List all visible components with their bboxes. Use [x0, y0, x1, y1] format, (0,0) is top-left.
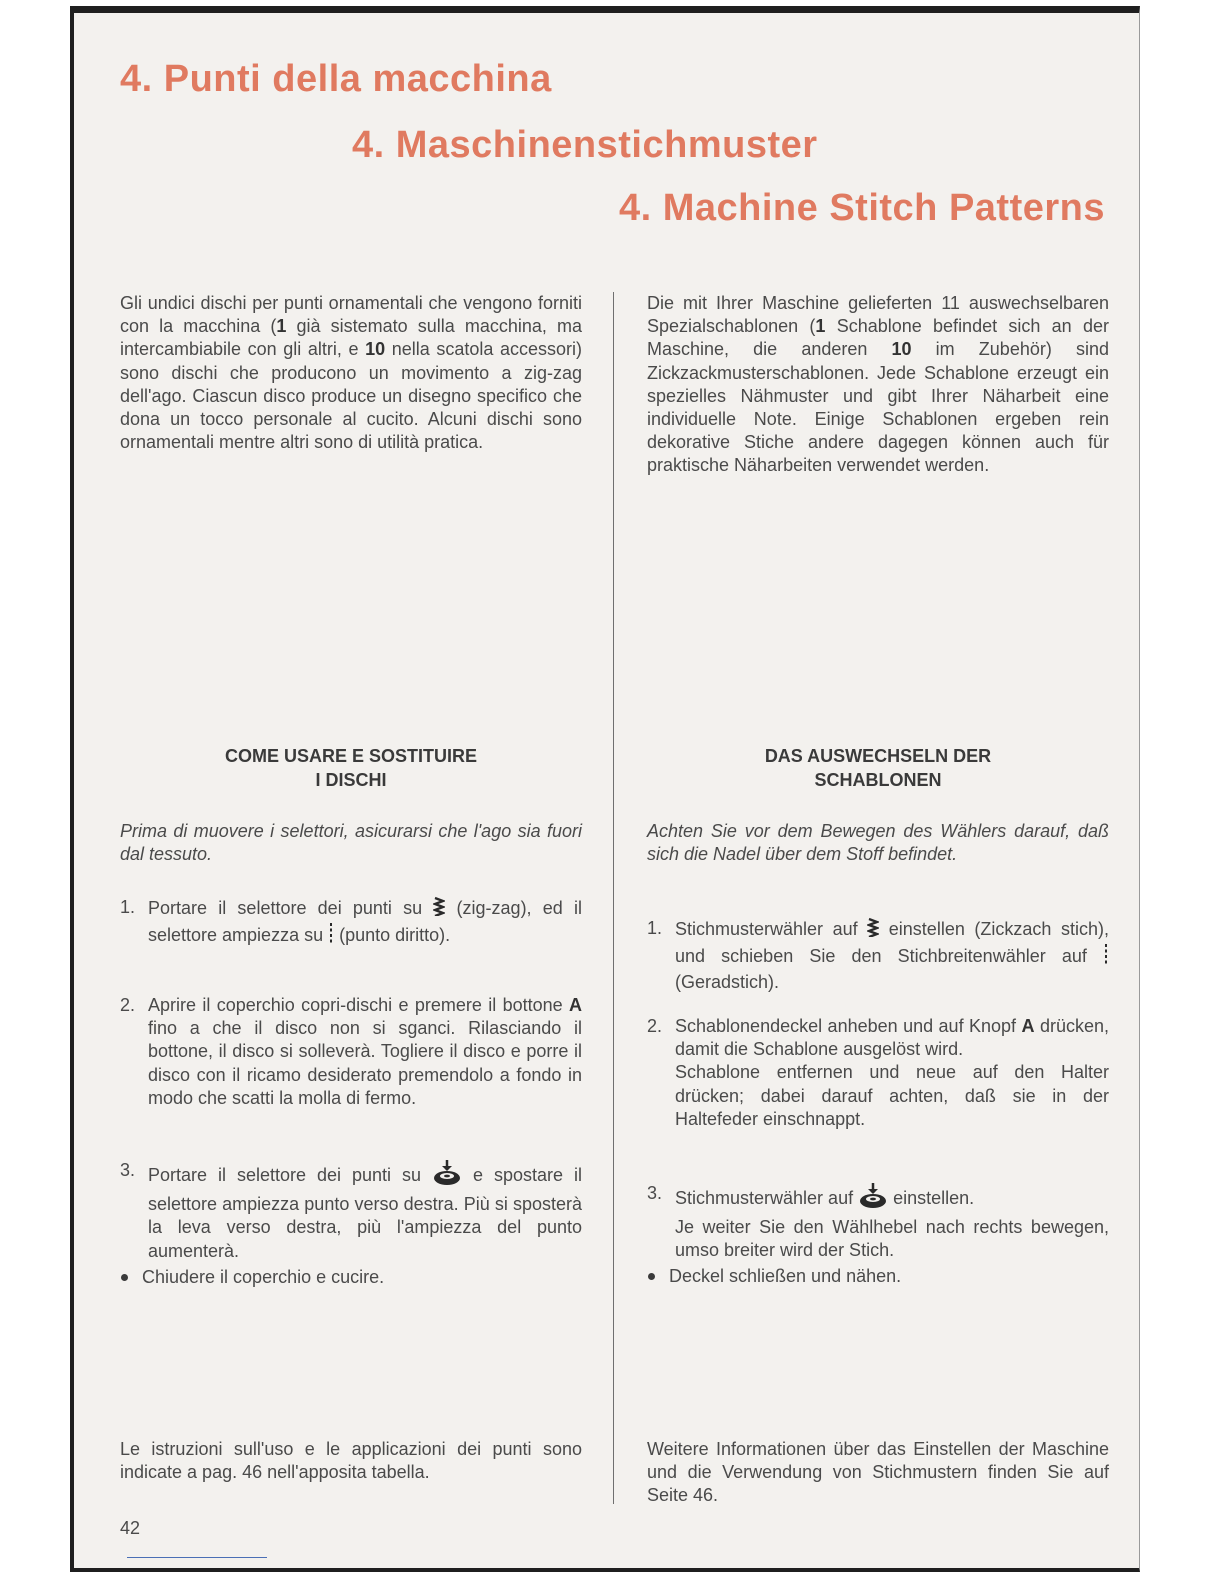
intro-text: im Zubehör) sind Zickzackmusterschablonen. Jede Schablone erzeugt ein spezielles Nähmuster und gibt Ihrer Näharbeit eine individuelle Note. Einige Schablonen ergeben rein dekorative Stiche andere dagegen können auch für praktische Näharbeiten verwendet werden.: [647, 339, 1109, 476]
bullet-german: [647, 1265, 1109, 1288]
step-list: [647, 1182, 1109, 1263]
intro-german: [647, 292, 1109, 478]
footer-note-italian: [120, 1438, 582, 1484]
intro-count-one: 1: [276, 316, 287, 337]
section-title-line: COME USARE E SOSTITUIRE: [224, 746, 478, 766]
bullet-dot: [121, 1274, 128, 1281]
step-1: [647, 917, 1109, 995]
intro-text: Schablone befindet sich an der Maschine, die anderen: [647, 316, 1109, 360]
step-text: drücken, damit die Schablone ausgelöst wird.: [675, 1016, 1109, 1060]
bullet-text: Chiudere il coperchio e cucire.: [142, 1267, 385, 1287]
step-text: Portare il selettore dei punti su: [148, 897, 434, 918]
step-text: e spostare il selettore ampiezza punto verso destra. Più si sposterà la leva verso destra, più l'ampiezza del punto aumenterà.: [148, 1164, 582, 1261]
button-a-label: A: [569, 995, 582, 1015]
step-3: [120, 1159, 582, 1263]
step-text: (Geradstich).: [675, 972, 780, 993]
step-text: Aprire il coperchio copri-dischi e premere il bottone: [148, 995, 569, 1015]
step-list: [647, 917, 1109, 995]
step-1: [120, 896, 582, 950]
intro-text: già sistemato sulla macchina, ma intercambiabile con gli altri, e: [120, 316, 582, 360]
pattern-disc-icon: [432, 1159, 462, 1193]
step-text: einstellen.: [888, 1187, 975, 1208]
step-number: 3.: [120, 1160, 136, 1180]
intro-text: Gli undici dischi per punti ornamentali che vengono forniti con la macchina (: [120, 293, 582, 337]
intro-text: nella scatola accessori) sono dischi che producono un movimento a zig-zag dell'ago. Ciascun disco produce un disegno specifico che dona un tocco personale al cucito. Alcuni dischi sono ornamentali mentre altri sono di utilità pratica.: [120, 339, 582, 453]
bullet-text: Deckel schließen und nähen.: [669, 1266, 902, 1286]
step-number: 3.: [647, 1183, 663, 1203]
step-list: [120, 994, 582, 1110]
underline-decoration: [127, 1557, 267, 1558]
step-2: [647, 1015, 1109, 1131]
step-list: [120, 896, 582, 950]
intro-count-ten: 10: [365, 339, 386, 360]
step-number: 2.: [120, 995, 136, 1015]
step-2: [120, 994, 582, 1110]
intro-text: Die mit Ihrer Maschine gelieferten 11 auswechselbaren Spezialschablonen (: [647, 293, 1109, 337]
caution-italian: [120, 820, 582, 866]
straight-stitch-icon: [1103, 943, 1109, 971]
step-number: 1.: [647, 918, 663, 938]
step-text: (punto diritto).: [334, 925, 451, 946]
step-list: [120, 1159, 582, 1263]
page-number: 42: [120, 1518, 141, 1538]
footer-text: Weitere Informationen über das Einstellen der Maschine und die Verwendung von Stichmustern finden Sie auf Seite 46.: [647, 1439, 1109, 1506]
zigzag-stitch-icon: [433, 896, 445, 922]
footer-text: Le istruzioni sull'uso e le applicazioni dei punti sono indicate a pag. 46 nell'apposita tabella.: [120, 1439, 582, 1483]
step-text: Stichmusterwähler auf: [675, 918, 868, 939]
zigzag-stitch-icon: [867, 917, 879, 943]
step-list: [647, 1015, 1109, 1131]
column-divider: [613, 292, 614, 1504]
step-text: einstellen (Zickzach stich), und schieben Sie den Stichbreitenwähler auf: [675, 918, 1109, 967]
section-title-italian: [120, 744, 582, 792]
bullet-dot: [648, 1273, 655, 1280]
pattern-disc-icon: [858, 1182, 888, 1216]
title-italian: 4. Punti della macchina: [120, 58, 552, 100]
caution-german: [647, 820, 1109, 866]
caution-text: Prima di muovere i selettori, asicurarsi che l'ago sia fuori dal tessuto.: [120, 821, 582, 865]
button-a-label: A: [1021, 1016, 1035, 1036]
bullet-italian: [120, 1266, 582, 1289]
step-text: Stichmusterwähler auf: [675, 1187, 859, 1208]
step-3: [647, 1182, 1109, 1263]
intro-count-one: 1: [815, 316, 826, 337]
intro-italian: [120, 292, 582, 454]
footer-note-german: [647, 1438, 1109, 1508]
title-german: 4. Maschinenstichmuster: [352, 124, 818, 166]
caution-text: Achten Sie vor dem Bewegen des Wählers darauf, daß sich die Nadel über dem Stoff befindet.: [647, 821, 1109, 865]
section-title-line: DAS AUSWECHSELN DER: [764, 746, 992, 766]
step-text: Portare il selettore dei punti su: [148, 1164, 432, 1185]
section-title-line: SCHABLONEN: [814, 770, 942, 790]
section-title-german: [647, 744, 1109, 792]
step-number: 1.: [120, 897, 136, 917]
intro-count-ten: 10: [891, 339, 912, 360]
section-title-line: I DISCHI: [315, 770, 387, 790]
step-text: Je weiter Sie den Wählhebel nach rechts bewegen, umso breiter wird der Stich.: [675, 1217, 1109, 1261]
step-text: Schablonendeckel anheben und auf Knopf: [675, 1016, 1022, 1036]
step-text: (zig-zag), ed il selettore ampiezza su: [148, 897, 582, 946]
title-english: 4. Machine Stitch Patterns: [618, 187, 1105, 229]
step-text: Schablone entfernen und neue auf den Halter drücken; dabei darauf achten, daß sie in der Haltefeder einschnappt.: [675, 1062, 1109, 1129]
step-number: 2.: [647, 1016, 663, 1036]
step-text: fino a che il disco non si sganci. Rilasciando il bottone, il disco si solleverà. Togliere il disco e porre il disco con il ricamo desiderato premendolo a fondo in modo che scatti la molla di fermo.: [148, 1018, 582, 1108]
